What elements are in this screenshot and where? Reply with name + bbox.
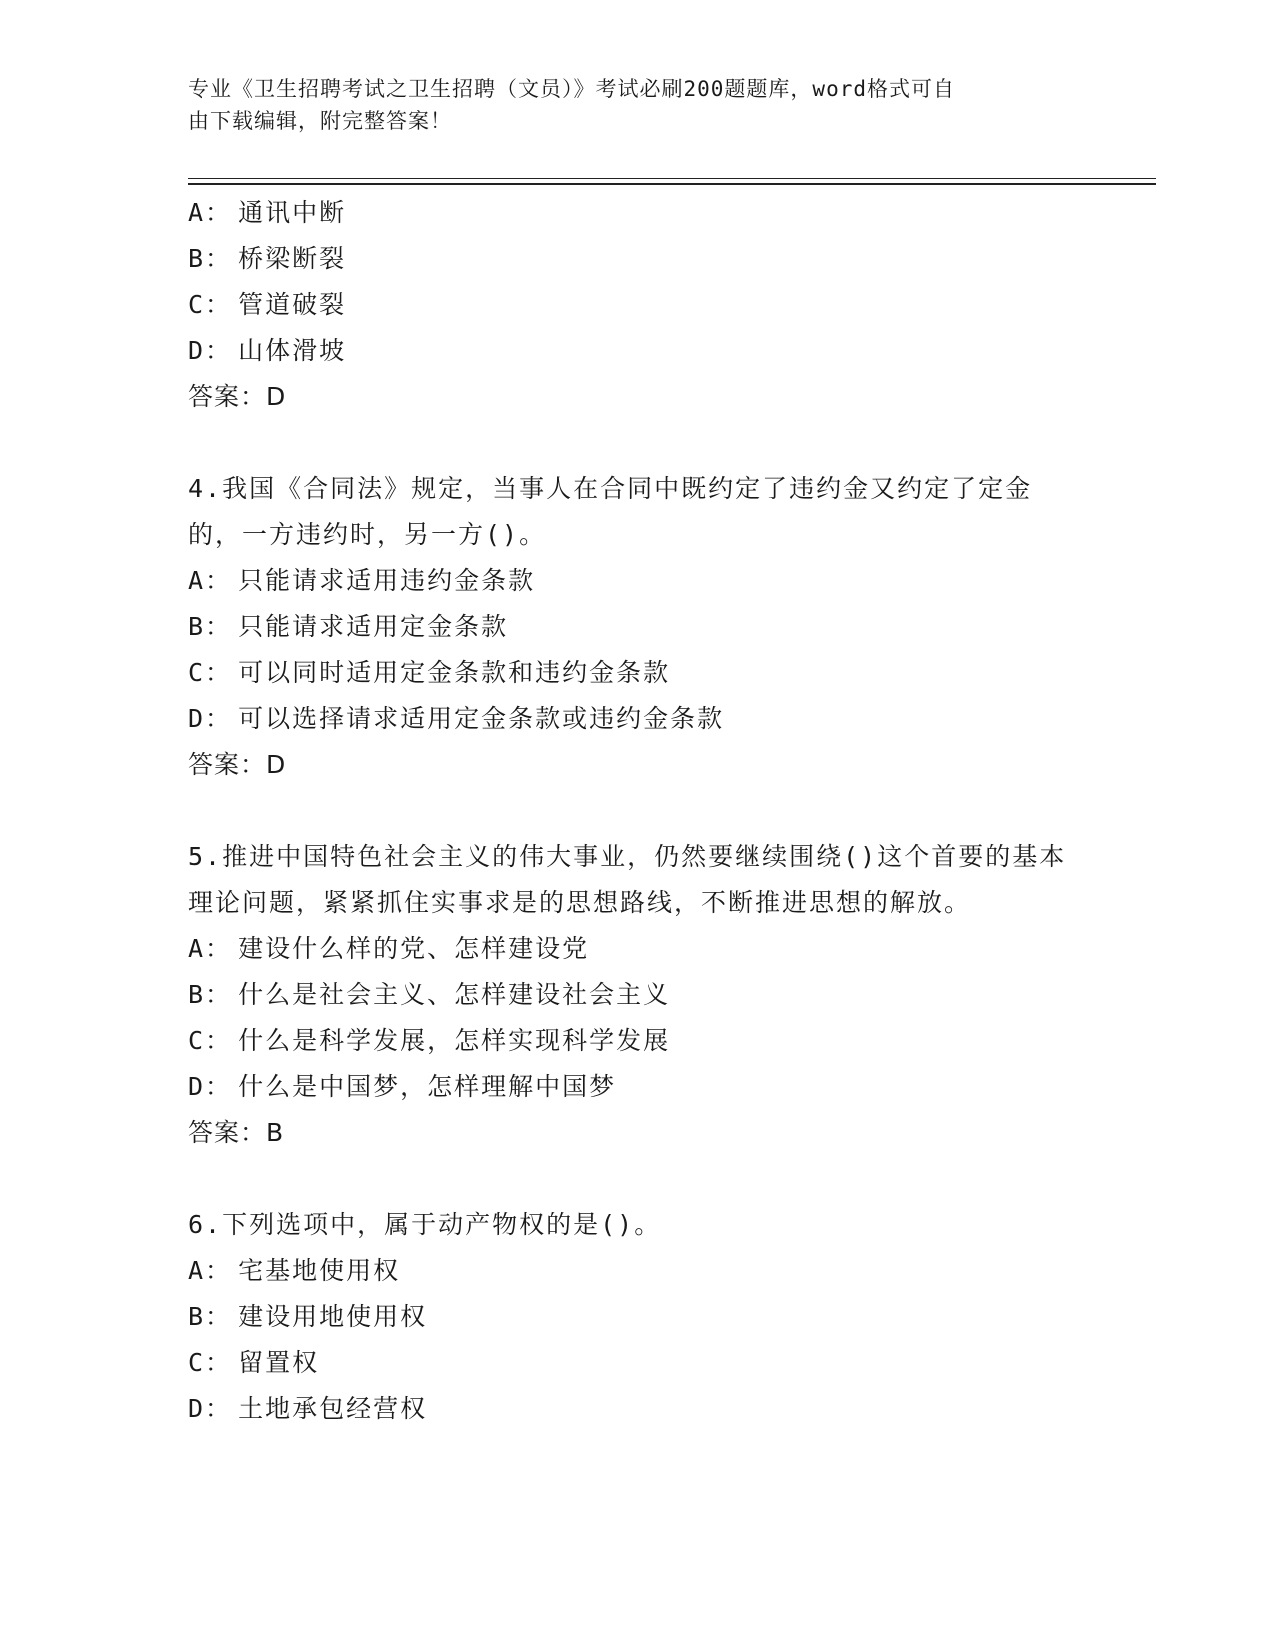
option-d: D： 什么是中国梦，怎样理解中国梦 (188, 1072, 617, 1101)
answer-line: 答案：D (188, 750, 287, 779)
question-5 (188, 834, 1088, 1156)
option-a: A： 通讯中断 (188, 198, 347, 227)
question-6 (188, 1202, 1088, 1432)
header-divider-thick (188, 183, 1156, 185)
question-text: 5.推进中国特色社会主义的伟大事业，仍然要继续围绕()这个首要的基本理论问题，紧紧抓住实事求是的思想路线，不断推进思想的解放。 (188, 842, 1067, 917)
option-d: D： 土地承包经营权 (188, 1394, 428, 1423)
question-text: 6.下列选项中，属于动产物权的是()。 (188, 1210, 662, 1239)
document-header (188, 73, 1068, 137)
option-a: A： 建设什么样的党、怎样建设党 (188, 934, 590, 963)
question-list (188, 190, 1088, 1432)
spacer (188, 1156, 1088, 1202)
option-d: D： 山体滑坡 (188, 336, 347, 365)
question-4 (188, 466, 1088, 788)
spacer (188, 420, 1088, 466)
option-c: C： 管道破裂 (188, 290, 347, 319)
header-line-1: 专业《卫生招聘考试之卫生招聘（文员）》考试必刷200题题库，word格式可自 (188, 77, 955, 101)
option-a: A： 宅基地使用权 (188, 1256, 401, 1285)
header-line-2: 由下载编辑，附完整答案！ (188, 109, 452, 133)
question-text: 4.我国《合同法》规定，当事人在合同中既约定了违约金又约定了定金的，一方违约时，另一方()。 (188, 474, 1033, 549)
answer-line: 答案：B (188, 1118, 285, 1147)
option-c: C： 留置权 (188, 1348, 320, 1377)
option-d: D： 可以选择请求适用定金条款或违约金条款 (188, 704, 725, 733)
spacer (188, 788, 1088, 834)
option-c: C： 可以同时适用定金条款和违约金条款 (188, 658, 671, 687)
option-a: A： 只能请求适用违约金条款 (188, 566, 536, 595)
option-c: C： 什么是科学发展，怎样实现科学发展 (188, 1026, 671, 1055)
option-b: B： 桥梁断裂 (188, 244, 347, 273)
option-b: B： 什么是社会主义、怎样建设社会主义 (188, 980, 671, 1009)
option-b: B： 建设用地使用权 (188, 1302, 428, 1331)
header-divider-thin (188, 178, 1156, 179)
question-3 (188, 190, 1088, 420)
option-b: B： 只能请求适用定金条款 (188, 612, 509, 641)
answer-line: 答案：D (188, 382, 287, 411)
